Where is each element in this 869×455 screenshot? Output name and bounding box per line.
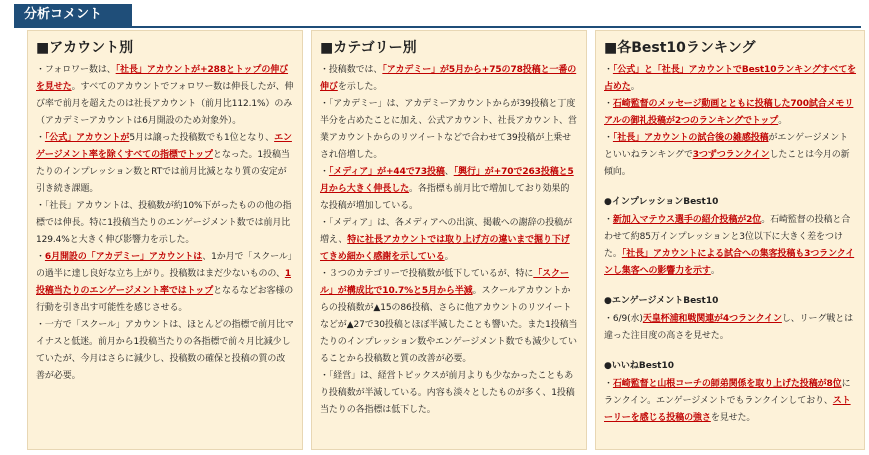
comment-text: 、1か月で「スクール」の過半に達し良好な立ち上がり。投稿数はまだ少ないものの、 — [36, 252, 293, 279]
comment-text: ・フォロワー数は、 — [36, 65, 116, 75]
comment-text: 。各指標も前月比で増加しており効果的な投稿が増加している。 — [320, 184, 570, 211]
comment-paragraph — [36, 249, 294, 317]
ranking-section-title: ●いいねBest10 — [604, 361, 675, 371]
comment-text: し、リーグ戦とは違った注目度の高さを見せた。 — [604, 314, 854, 341]
comment-text: 。石崎監督の投稿と合わせて約85万インプレッションと3位以下に大きく差をつけた。 — [604, 215, 851, 259]
comment-text: ・「社長」アカウントは、投稿数が約10%下がったものの他の指標では伸長。特に1投稿当たりのエンゲージメント数では前月比129.4%と大きく伸び影響力を示した。 — [36, 201, 292, 245]
comment-paragraph — [320, 96, 578, 164]
highlighted-text: 「社長」アカウントの試合後の雑感投稿 — [612, 133, 769, 143]
comment-text: 。 — [710, 266, 720, 276]
comment-text: ・一方で「スクール」アカウントは、ほとんどの指標で前月比マイナスと低迷。前月から1投稿当たりの各指標で前々月比減少していたが、今月はさらに減少し、投稿数の確保と投稿の質の改善が必要。 — [36, 320, 294, 381]
comment-text: 5月は譲った投稿数でも1位となり、 — [129, 133, 275, 143]
panel-heading: ■アカウント別 — [36, 40, 134, 56]
highlighted-text: 1投稿当たりのエンゲージメント率ではトップ — [36, 269, 292, 296]
comment-text: ・３つのカテゴリーで投稿数が低下しているが、特に — [320, 269, 534, 279]
comment-text: ・ — [604, 215, 613, 225]
comment-text: ・ — [604, 99, 613, 109]
comment-text: ・6/9(水) — [604, 314, 643, 324]
comment-paragraph — [604, 130, 856, 181]
highlighted-text: 「スクール」が構成比で10.7%と5月から半減 — [320, 269, 569, 296]
comment-paragraph — [320, 62, 578, 96]
highlighted-text: 「社長」アカウントによる試合への集客投稿も3つランクインし集客への影響力を示す — [604, 249, 855, 276]
highlighted-text: 「公式」アカウントが — [44, 133, 130, 143]
comment-paragraph — [36, 198, 294, 249]
comment-paragraph — [604, 96, 856, 130]
highlighted-text: 「興行」が+70で263投稿と5月から大きく伸長した — [320, 167, 574, 194]
comment-text: ・ — [604, 379, 613, 389]
panel-body — [604, 62, 856, 427]
comment-text: ・ — [36, 133, 45, 143]
highlighted-text: 3つずつランクイン — [692, 150, 770, 160]
highlighted-text: 石崎監督のメッセージ動画とともに投稿した700試合メモリアルの御礼投稿が2つの — [604, 99, 854, 126]
comment-paragraph — [320, 164, 578, 215]
comment-text: を見せた。 — [710, 413, 756, 423]
comment-paragraph — [604, 62, 856, 96]
comment-text: 。 — [778, 116, 788, 126]
highlighted-text: 「社長」アカウントが+288とトップの伸びを見せた — [36, 65, 289, 92]
comment-paragraph — [604, 311, 856, 345]
ranking-section-title: ●エンゲージメントBest10 — [604, 296, 719, 306]
comment-text: 。 — [444, 252, 454, 262]
comment-paragraph — [604, 376, 856, 427]
comment-text: にランクイン。エンゲージメントでもランクインしており、 — [604, 379, 851, 406]
comment-paragraph — [320, 368, 578, 419]
highlighted-text: 石崎監督と山根コーチの師弟関係を取り上げた投稿が8位 — [612, 379, 842, 389]
highlighted-text: 「公式」と「社長」アカウントでBest10ランキングすべてを占めた — [604, 65, 857, 92]
comment-text: したことは今月の新傾向。 — [604, 150, 850, 177]
comment-text: 。スクールアカウントからの投稿数が▲15の86投稿、さらに他アカウントのリツイートなどが▲27で30投稿とほぼ半減したことも響いた。また1投稿当たりのインプレッション数やエンゲージメント数でも減少していることから投稿数と質の改善が必要。 — [320, 286, 578, 364]
comment-text: ・ — [604, 65, 613, 75]
comment-text: となるなどお客様の行動を引き出す可能性を感じさせる。 — [36, 286, 294, 313]
highlighted-text: エンゲージメント率を除くすべての指標でトップ — [36, 133, 292, 160]
panel-ranking — [595, 30, 865, 450]
panel-category — [311, 30, 587, 450]
analysis-comment-tab: 分析コメント — [14, 4, 132, 26]
comment-text: を示した。 — [337, 82, 383, 92]
comment-text: ・ — [36, 252, 45, 262]
panel-heading: ■カテゴリー別 — [320, 40, 417, 56]
comment-text: ・投稿数では、 — [320, 65, 383, 75]
panel-body — [36, 62, 294, 385]
comment-paragraph — [36, 317, 294, 385]
comment-text: 、 — [444, 167, 454, 177]
comment-text: 。すべてのアカウントでフォロワー数は伸長したが、伸び率で前月を超えたのは社長アカウント（前月比112.1%）のみ（アカデミーアカウントは6月開設のため対象外）。 — [36, 82, 294, 126]
panel-heading: ■各Best10ランキング — [604, 40, 756, 56]
comment-text: となった。1投稿当たりのインプレッション数とRTでは前月比減となり質の安定が引き続き課題。 — [36, 150, 290, 194]
comment-text: ・ — [604, 133, 613, 143]
comment-paragraph — [36, 130, 294, 198]
comment-text: ・「メディア」は、各メディアへの出演、掲載への謝辞の投稿が増え、 — [320, 218, 572, 245]
highlighted-text: 天皇杯浦和戦関連が4つランクイン — [642, 314, 782, 324]
panel-body — [320, 62, 578, 419]
panel-account — [27, 30, 303, 450]
comment-paragraph — [320, 215, 578, 266]
comment-paragraph — [36, 62, 294, 130]
comment-text: ・「経営」は、経営トピックスが前月よりも少なかったこともあり投稿数が半減している。内容も淡々としたものが多く、1投稿当たりの各指標は低下した。 — [320, 371, 575, 415]
ranking-section-title: ●インプレッションBest10 — [604, 197, 719, 207]
comment-text: がエンゲージメントといいねランキングで — [604, 133, 849, 160]
highlighted-text: 6月開設の「アカデミー」アカウントは — [44, 252, 203, 262]
comment-paragraph — [604, 212, 856, 280]
comment-text: ・「アカデミー」は、アカデミーアカウントからが39投稿と丁度半分を占めたことに加え、公式アカウント、社長アカウント、営業アカウントからのリツイートなどで合わせて39投稿が上乗せされ倍増した。 — [320, 99, 577, 160]
comment-text: ・ — [320, 167, 329, 177]
highlighted-text: 「メディア」が+44で73投稿 — [328, 167, 445, 177]
comment-text: 。 — [630, 82, 640, 92]
highlighted-text: 「アカデミー」が5月から+75の78投稿と一番の伸び — [320, 65, 577, 92]
highlighted-text: 新加入マテウス選手の紹介投稿が2位 — [612, 215, 762, 225]
highlighted-text: 特に社長アカウントでは取り上げ方の違いまで掘り下げてきめ細かく感謝を示している — [320, 235, 570, 262]
highlighted-text: ランキングでトップ — [698, 116, 779, 126]
highlighted-text: ストーリーを感じる投稿の強さ — [604, 396, 851, 423]
header-rule — [14, 26, 861, 28]
comment-paragraph — [320, 266, 578, 368]
